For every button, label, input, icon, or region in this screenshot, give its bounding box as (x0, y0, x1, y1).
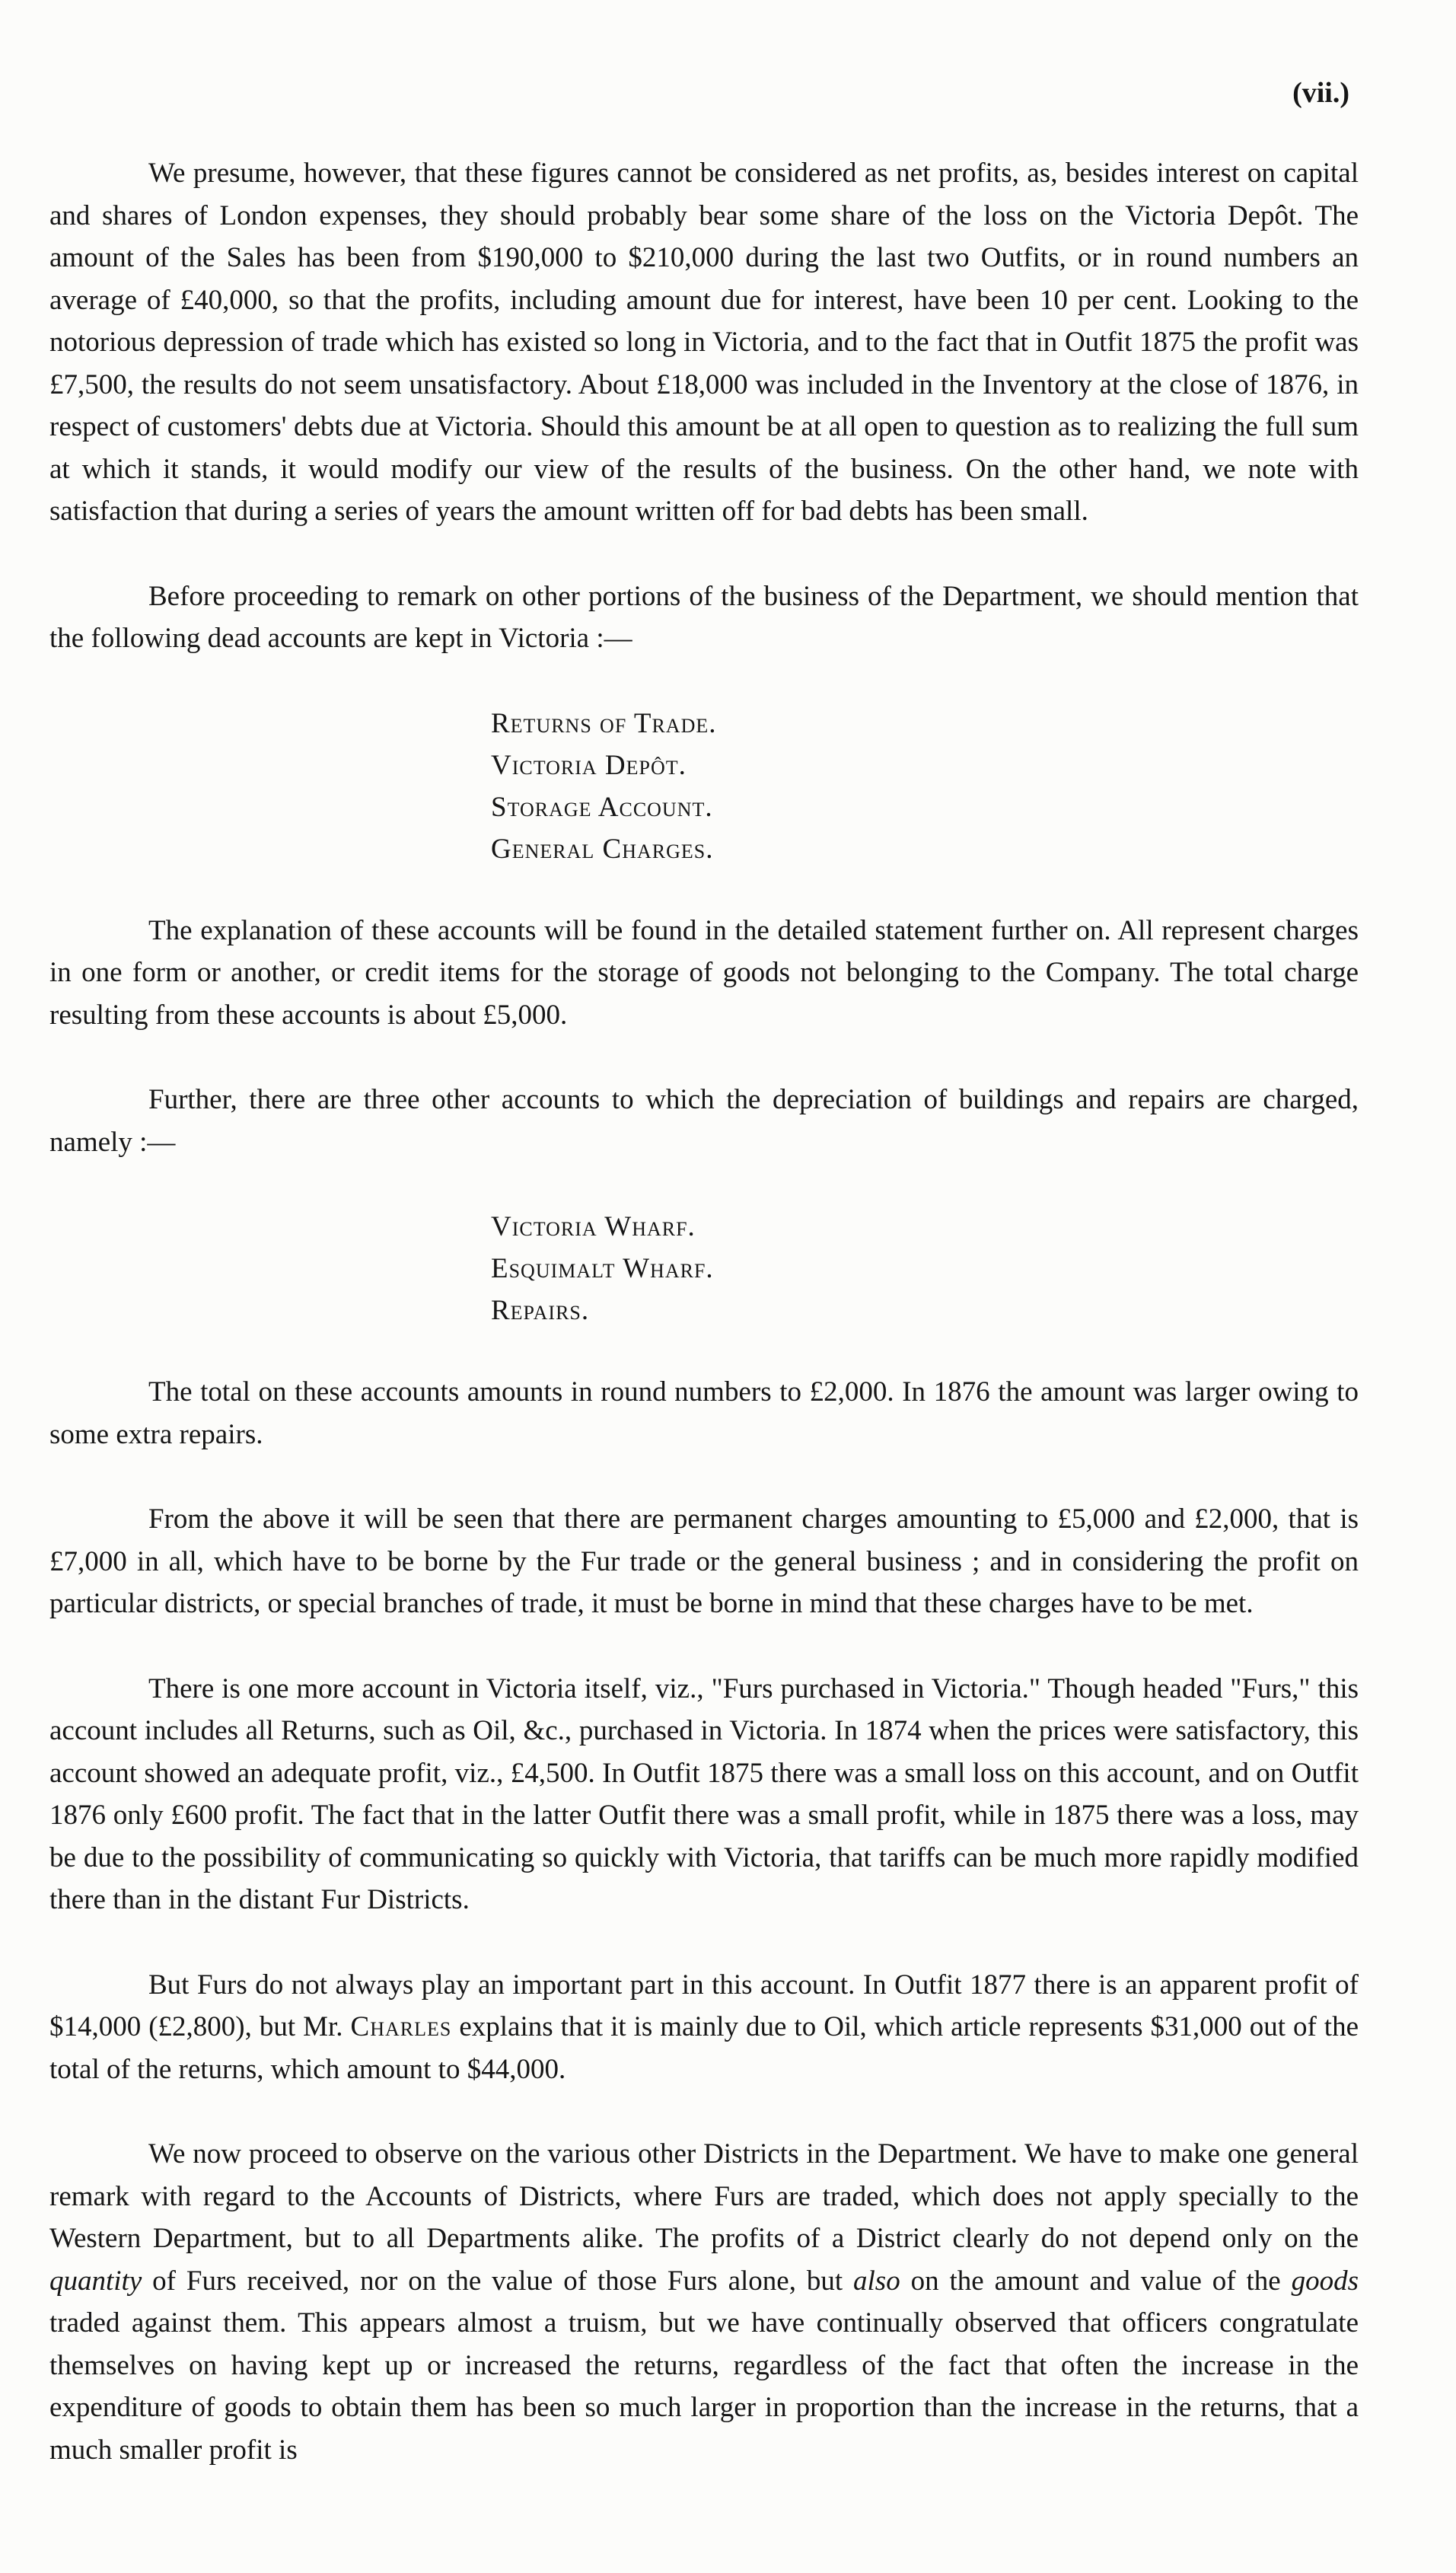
text-run: We now proceed to observe on the various other Districts in the Department. We have to make one general remark with regard to the Accounts of Districts, where Furs are traded, which does not apply specially to the Western Department, but to all Departments alike. The profits of a District clearly do not depend only on the (49, 2138, 1359, 2254)
text-run: of Furs received, nor on the value of those Furs alone, but (142, 2265, 854, 2297)
text-run: explains that it is mainly due to Oil, which article represents $31,000 out of the total of the returns, which amount to $44,000. (49, 2011, 1359, 2085)
paragraph-net-profits: We presume, however, that these figures cannot be considered as net profits, as, besides interest on capital and shares of London expenses, they should probably bear some share of the loss on the Victoria Depôt. The amount of the Sales has been from $190,000 to $210,000 during the last two Outfits, or in round numbers an average of £40,000, so that the profits, including amount due for interest, have been 10 per cent. Looking to the notorious depression of trade which has existed so long in Victoria, and to the fact that in Outfit 1875 the profit was £7,500, the results do not seem unsatisfactory. About £18,000 was included in the Inventory at the close of 1876, in respect of customers' debts due at Victoria. Should this amount be at all open to question as to realizing the full sum at which it stands, it would modify our view of the results of the business. On the other hand, we note with satisfaction that during a series of years the amount written off for bad debts has been small. (49, 158, 1359, 527)
text-run: But Furs do not always play an important part in this account. In Outfit 1877 there is an apparent profit of $14,000 (£2,800), but Mr. (49, 1969, 1359, 2042)
paragraph-repair-totals: The total on these accounts amounts in round numbers to £2,000. In 1876 the amount was larger owing to some extra repairs. (49, 1376, 1359, 1450)
emphasis: goods (1291, 2265, 1359, 2297)
emphasis: quantity (49, 2265, 142, 2297)
paragraph-accounts-explanation: The explanation of these accounts will be found in the detailed statement further on. All represent charges in one form or another, or credit items for the storage of goods not belonging to the Company. The total charge resulting from these accounts is about £5,000. (49, 914, 1359, 1031)
dead-accounts-list (491, 703, 1359, 870)
repair-accounts-list (491, 1206, 1359, 1331)
paragraph-district-accounts (49, 2133, 1359, 2471)
page-number: (vii.) (1292, 77, 1349, 109)
list-item: Storage Account. (491, 791, 713, 823)
list-item: General Charges. (491, 833, 714, 865)
text-run: traded against them. This appears almost a truism, but we have continually observed that officers congratulate themselves on having kept up or increased the returns, regardless of the fact that often the increase in the expenditure of goods to obtain them has been so much larger in proportion than the increase in the returns, that a much smaller profit is (49, 2307, 1359, 2466)
list-item: Victoria Wharf. (491, 1211, 696, 1242)
text-run: on the amount and value of the (900, 2265, 1292, 2297)
person-name: Charles (350, 2011, 452, 2042)
paragraph-repair-accounts-intro: Further, there are three other accounts to which the depreciation of buildings and repairs are charged, namely :— (49, 1084, 1359, 1158)
paragraph-outfit-1877 (49, 1964, 1359, 2091)
body-text (49, 152, 1359, 2471)
list-item: Repairs. (491, 1295, 590, 1326)
list-item: Victoria Depôt. (491, 749, 687, 781)
paragraph-dead-accounts-intro: Before proceeding to remark on other portions of the business of the Department, we should mention that the following dead accounts are kept in Victoria :— (49, 580, 1359, 654)
emphasis: also (853, 2265, 900, 2297)
list-item: Returns of Trade. (491, 707, 717, 739)
paragraph-furs-purchased: There is one more account in Victoria itself, viz., "Furs purchased in Victoria." Though headed "Furs," this account includes all Returns, such as Oil, &c., purchased in Victoria. In 1874 when the prices were satisfactory, this account showed an adequate profit, viz., £4,500. In Outfit 1875 there was a small loss on this account, and on Outfit 1876 only £600 profit. The fact that in the latter Outfit there was a small profit, while in 1875 there was a loss, may be due to the possibility of communicating so quickly with Victoria, that tariffs can be much more rapidly modified there than in the distant Fur Districts. (49, 1672, 1359, 1915)
paragraph-permanent-charges: From the above it will be seen that there are permanent charges amounting to £5,000 and £2,000, that is £7,000 in all, which have to be borne by the Fur trade or the general business ; and in considering the profit on particular districts, or special branches of trade, it must be borne in mind that these charges have to be met. (49, 1503, 1359, 1619)
list-item: Esquimalt Wharf. (491, 1253, 714, 1284)
